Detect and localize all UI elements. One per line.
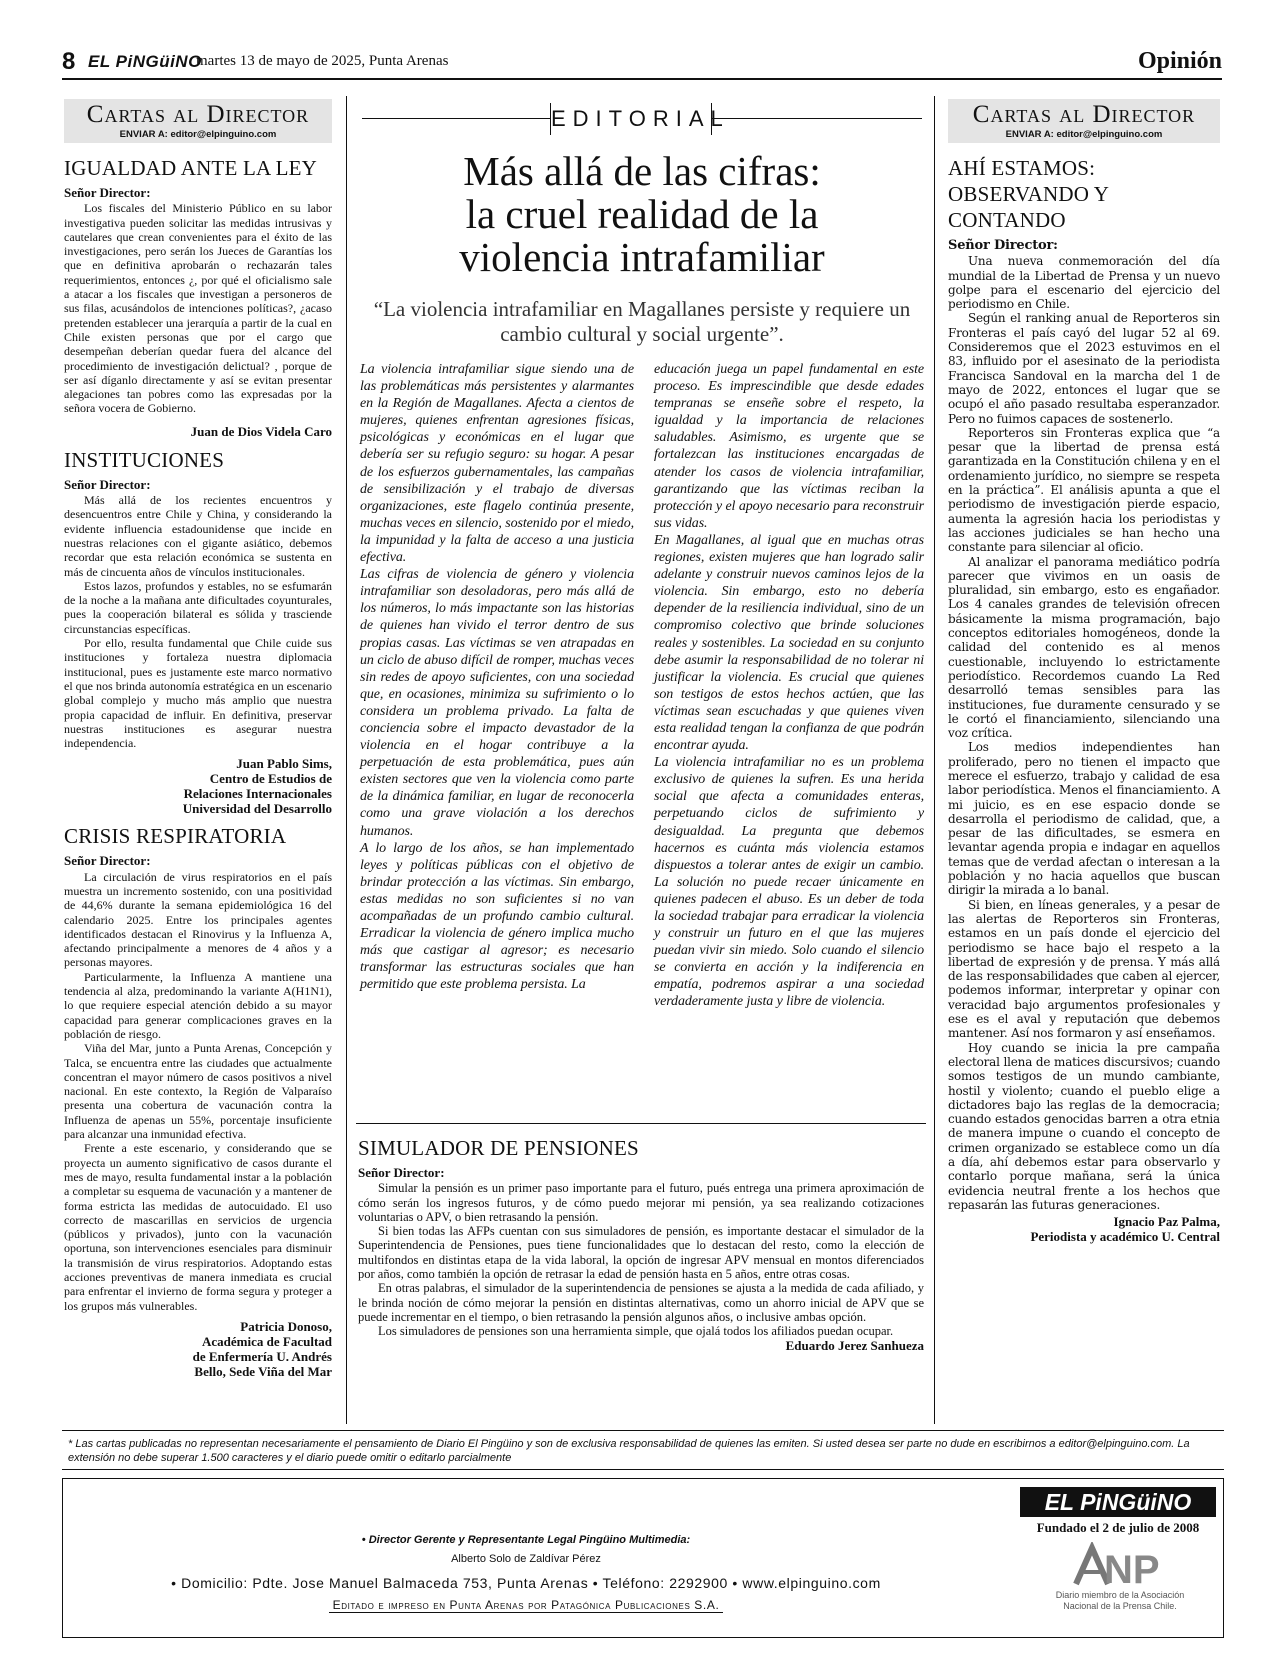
letter-paragraph: Más allá de los recientes encuentros y desencuentros entre Chile y China, y considerando la evidente influencia estadounidense que incide en nuestras relaciones con el gigante asiático, debemos recordar que esta relación económica se sustenta en más de cincuenta años de vínculos institucionales. — [64, 493, 332, 579]
header-logo: EL PiNGüiNO — [88, 52, 202, 71]
column-divider — [346, 96, 347, 1424]
anp-logo-icon — [1070, 1542, 1170, 1588]
signature-line: Patricia Donoso, — [240, 1318, 332, 1334]
anp-member-text: Diario miembro de la Asociación Nacional de la Prensa Chile. — [1055, 1590, 1185, 1611]
header-date: martes 13 de mayo de 2025, Punta Arenas — [196, 53, 449, 69]
letter-paragraph: Simular la pensión es un primer paso importante para el futuro, pués entrega una primera aproximación de cómo serán los ingresos futuros, y de cómo puedo mejorar mi pensión, ya sea realizando cotizaciones voluntarias o APV, o bien retrasando la pensión. — [358, 1181, 924, 1224]
section-divider — [356, 1123, 926, 1124]
signature-line: Universidad del Desarrollo — [182, 801, 332, 817]
letters-box-header — [948, 99, 1220, 143]
letter-title-line: CONTANDO — [948, 208, 1066, 232]
letter-signature — [948, 1214, 1220, 1244]
letters-box-header — [64, 99, 332, 143]
editorial-paragraph: Las cifras de violencia de género y violencia intrafamiliar son desoladoras, pero más allá de los números, lo más impactante son las historias de quienes han vivido el terror dentro de sus propias casas. Las víctimas se ven atrapadas en un ciclo de abuso difícil de romper, muchas veces sin redes de apoyo suficientes, con una sociedad que, en ocasiones, minimiza su sufrimiento o lo considera un problema privado. La falta de conciencia sobre el impacto devastador de la violencia en el hogar contribuye a la perpetuación de esta problemática, pues aún existen sectores que ven la violencia como parte de la dinámica familiar, en lugar de reconocerla como una grave violación a los derechos humanos. — [360, 567, 634, 839]
editorial-title-line: violencia intrafamiliar — [459, 234, 825, 280]
letter-salutation: Señor Director: — [64, 476, 151, 492]
letter-signature — [64, 756, 332, 816]
column-divider — [934, 96, 935, 1424]
letters-box-email: ENVIAR A: editor@elpinguino.com — [119, 129, 277, 140]
letter-salutation: Señor Director: — [358, 1165, 445, 1180]
letters-left-column — [64, 99, 332, 1379]
signature-line: de Enfermería U. Andrés — [192, 1348, 332, 1364]
letter-paragraph: Los medios independientes han proliferado, pero no tienen el impacto que merece el esfuerzo, trabajo y calidad de esa labor periodística. Menos el financiamiento. A mi juicio, es en ese espacio donde se desarrolla el periodismo de calidad, que, a pesar de las dificultades, se esmera en levantar agenda propia e indagar en aquellos temas que de verdad afectan o interesan a la población y no hacia aquellos que buscan dirigir la mirada a lo banal. — [948, 740, 1220, 898]
letter-title: IGUALDAD ANTE LA LEY — [64, 156, 318, 180]
footer-logo: EL PiNGüiNO — [1020, 1487, 1216, 1517]
editorial-paragraph: En Magallanes, al igual que en muchas otras regiones, existen mujeres que han logrado salir adelante y construir nuevos caminos lejos de la violencia. Sin embargo, esto no debería depender de la resiliencia individual, sino de un compromiso colectivo que brinde soluciones reales y sostenibles. La sociedad en su conjunto debe asumir la responsabilidad de no tolerar ni justificar la violencia. Es crucial que quienes son testigos de estos hechos actúen, que las víctimas sean escuchadas y que quienes viven esta realidad tengan la confianza de que podrán encontrar ayuda. — [654, 532, 924, 754]
letter-paragraph: Si bien, en líneas generales, y a pesar de las alertas de Reporteros sin Fronteras, estamos en un país donde el ejercicio del periodismo se hace bajo el respeto a la libertad de expresión y de prensa. Y más allá de las responsabilidades que caben al ejercer, podemos informar, interpretar y opinar con veracidad bajo argumentos profesionales y ese es el aval y reputación que debemos mantener. Así nos formaron y así enseñamos. — [948, 897, 1220, 1041]
letter-title-line: OBSERVANDO Y — [948, 182, 1110, 206]
letter-salutation: Señor Director: — [948, 238, 1058, 253]
signature-line: Centro de Estudios de — [209, 771, 332, 787]
page-number: 8 — [62, 48, 76, 75]
editorial-paragraph: La violencia intrafamiliar no es un problema exclusivo de quienes la sufren. Es una herida social que afecta a comunidades enteras, perpetuando ciclos de sufrimiento y desigualdad. La pregunta que debemos hacernos es cuánta más violencia estamos dispuestos a tolerar antes de exigir un cambio. La solución no puede recaer únicamente en quienes padecen el abuso. Es un deber de toda la sociedad trabajar para erradicar la violencia y construir un futuro en el que las mujeres puedan vivir sin miedo. Solo cuando el silencio se convierta en acción y la indiferencia en empatía, podremos aspirar a una sociedad verdaderamente justa y libre de violencia. — [654, 755, 924, 1010]
letter-signature — [64, 1319, 332, 1379]
letter-paragraph: Una nueva conmemoración del día mundial de la Libertad de Prensa y un nuevo golpe para el escenario del ejercicio del periodismo en Chile. — [948, 254, 1220, 312]
letter-paragraph: Los fiscales del Ministerio Público en su labor investigativa pueden solicitar las medidas intrusivas y cautelares que crean convenientes para el éxito de las investigaciones, pero serán los Jueces de Garantías los que en definitiva aprobarán o rechazarán tales requerimientos, entonces ¿, por qué el oficialismo sale a atacar a los fiscales que investigan a personeros de sus filas, acusándolos de intenciones políticas?, ¿acaso pretenden establecer una jerarquía a partir de la cual en Chile existen personas que por el cargo que desempeñan deberían quedar fuera del alcance del procedimiento de investigación delictual? , porque de ser así díganlo directamente y así se evitan presentar alegaciones tan pobres como las expresadas por la señora vocera de Gobierno. — [64, 201, 332, 416]
anp-logo-text: NP — [1104, 1548, 1160, 1588]
signature-line: Juan Pablo Sims, — [236, 756, 332, 772]
disclaimer-note: * Las cartas publicadas no representan necesariamente el pensamiento de Diario El Pingüino y son de exclusiva responsabilidad de quienes las emiten. Si usted desea ser parte no dude en escribirnos a editor@elpinguino.com. La extensión no debe superar 1.500 caracteres y el diario puede omitir o editarlo parcialmente — [62, 1434, 1224, 1470]
letter-salutation: Señor Director: — [64, 185, 151, 200]
footer-address[interactable]: • Domicilio: Pdte. Jose Manuel Balmaceda 753, Punta Arenas • Teléfono: 2292900 • www.elpinguino.com — [171, 1575, 881, 1591]
editorial-column-1 — [360, 361, 634, 993]
footer-director-name: Alberto Solo de Zaldívar Pérez — [451, 1553, 601, 1565]
editorial-paragraph: educación juega un papel fundamental en este proceso. Es imprescindible que desde edades tempranas se enseñe sobre el respeto, la igualdad y la importancia de relaciones saludables. Asimismo, es urgente que se fortalezcan las instituciones encargadas de atender los casos de violencia intrafamiliar, garantizando que las víctimas reciban la protección y el apoyo necesario para reconstruir sus vidas. — [654, 362, 924, 531]
letter-paragraph: Si bien todas las AFPs cuentan con sus simuladores de pensión, es importante destacar el simulador de la Superintendencia de Pensiones, pues tiene funcionalidades que lo destacan del resto, como la elección de multifondos en distintas etapa de la vida laboral, la opción de ingresar APV mensual en montos diferenciados por años, como también la opción de retrasar la edad de pensión hasta en 5 años, entre otras cosas. — [358, 1224, 924, 1282]
letter-salutation: Señor Director: — [64, 853, 151, 869]
letter-paragraph: Los simuladores de pensiones son una herramienta simple, que ojalá todos los afiliados puedan ocupar. — [378, 1324, 894, 1339]
letter-title — [948, 155, 1220, 233]
editorial-subtitle: “La violencia intrafamiliar en Magallanes persiste y requiere un cambio cultural y social urgente”. — [373, 297, 911, 346]
letter-paragraph: Estos lazos, profundos y estables, no se esfumarán de la noche a la mañana ante dificultades coyunturales, pues la cooperación bilateral es sólida y trasciende circunstancias específicas. — [64, 578, 332, 636]
editorial-column-2 — [654, 361, 924, 1011]
letter-title: CRISIS RESPIRATORIA — [64, 824, 287, 849]
letter-paragraph: Viña del Mar, junto a Punta Arenas, Concepción y Talca, se encuentra entre las ciudades que actualmente concentran el mayor número de casos positivos a nivel nacional. En este contexto, la Región de Valparaíso presenta una cobertura de vacunación contra la Influenza de apenas un 55%, porcentaje insuficiente para alcanzar una inmunidad efectiva. — [64, 1041, 332, 1142]
letter-signature: Eduardo Jerez Sanhueza — [785, 1337, 924, 1353]
divider — [62, 1430, 1224, 1431]
signature-line: Juan de Dios Videla Caro — [190, 423, 332, 439]
editorial-paragraph: La violencia intrafamiliar sigue siendo una de las problemáticas más persistentes y alarmantes en la Región de Magallanes. Afecta a cientos de mujeres, quienes enfrentan agresiones físicas, psicológicas y económicas en el lugar que debería ser su refugio seguro: su hogar. A pesar de los esfuerzos gubernamentales, las campañas de sensibilización y el trabajo de diversas organizaciones, este flagelo continúa presente, muchas veces en silencio, sostenido por el miedo, la impunidad y la falta de acceso a una justicia efectiva. — [360, 362, 634, 566]
letter-crisis-respiratoria — [64, 824, 332, 1379]
signature-line: Relaciones Internacionales — [183, 786, 332, 802]
signature-line: Periodista y académico U. Central — [1030, 1229, 1220, 1245]
letter-paragraph: Hoy cuando se inicia la pre campaña electoral llena de matices discursivos; cuando somos testigos de un mundo cambiante, hostil y violento; cuando el pueblo elige a dictadores bajo las reglas de la democracia; cuando estados genocidas barren a otra etnia de manera impune o cuando el concepto de crimen organizado se establece como un día a día, ahí debemos estar para observarlo y contarlo porque mañana, será la única evidencia neutral frente a los hechos que repasarán las futuras generaciones. — [948, 1040, 1220, 1212]
letter-signature — [64, 424, 332, 439]
anp-logo — [1070, 1542, 1170, 1593]
page-header — [62, 48, 1222, 80]
letter-pensiones — [358, 1136, 924, 1353]
letter-instituciones — [64, 448, 332, 817]
letter-paragraph: Según el ranking anual de Reporteros sin Fronteras el país cayó del lugar 52 al 69. Consideremos que el 2023 estuvimos en el 83, influido por el asesinato de la periodista Francisca Sandoval en la marcha del 1 de mayo de 2022, entonces el lugar que se ocupó el año pasado resultaba esperanzador. Pero no fuimos capaces de sostenerlo. — [948, 311, 1220, 426]
editorial-paragraph: A lo largo de los años, se han implementado leyes y políticas públicas con el objetivo de brindar protección a las víctimas. Sin embargo, estas medidas no son suficientes si no van acompañadas de un profundo cambio cultural. Erradicar la violencia de género implica mucho más que castigar al agresor; es necesario transformar las estructuras sociales que han permitido que este problema persista. La — [360, 840, 634, 993]
letter-title-line: AHÍ ESTAMOS: — [948, 156, 1096, 180]
letter-title: INSTITUCIONES — [64, 447, 225, 472]
letter-paragraph: Reporteros sin Fronteras explica que “a pesar que la libertad de prensa está garantizada en la Constitución chilena y en el ordenamiento jurídico, no siempre se respeta en la práctica”. El análisis apunta a que el periodismo de investigación pierde espacio, aumenta la agresión hacia los periodistas y las acciones judiciales se han hecho una constante para silenciar al oficio. — [948, 425, 1220, 555]
letter-paragraph: La circulación de virus respiratorios en el país muestra un incremento sostenido, con una positividad de 44,6% durante la semana epidemiológica 16 del calendario 2025. Entre los principales agentes identificados destacan el Rinovirus y la Influenza A, afectando principalmente a menores de 4 años y a personas mayores. — [64, 869, 332, 970]
letter-title: SIMULADOR DE PENSIONES — [358, 1136, 639, 1160]
footer-printed-wrap — [62, 1596, 990, 1614]
footer-printed: Editado e impreso en Punta Arenas por Patagónica Publicaciones S.A. — [329, 1598, 724, 1613]
letter-paragraph: Frente a este escenario, y considerando que se proyecta un aumento significativo de casos durante el mes de mayo, resulta fundamental instar a la población a completar su esquema de vacunación y a mantener de forma estricta las medidas de autocuidado. El uso correcto de mascarillas en servicios de urgencia (públicos y privados), junto con la vacunación oportuna, son intervenciones esenciales para disminuir la transmisión de virus respiratorios. Adoptando estas acciones preventivas de manera inmediata es crucial para enfrentar el invierno de forma segura y proteger a los grupos más vulnerables. — [64, 1141, 332, 1313]
editorial-title-line: la cruel realidad de la — [465, 191, 819, 237]
footer-founded: Fundado el 2 de julio de 2008 — [1036, 1520, 1200, 1535]
section-name: Opinión — [1137, 48, 1222, 74]
letter-paragraph: Por ello, resulta fundamental que Chile cuide sus instituciones y fortaleza nuestra diplomacia institucional, pues es justamente este marco normativo el que nos brinda autonomía estratégica en un escenario global complejo y mucho más amplio que nuestra propia capacidad de influir. En definitiva, preservar nuestras instituciones es asegurar nuestra independencia. — [64, 636, 332, 751]
letter-paragraph: Al analizar el panorama mediático podría parecer que vivimos en un oasis de pluralidad, sin embargo, esto es engañador. Los 4 canales grandes de televisión ofrecen básicamente la misma programación, bajo conceptos editoriales homogéneos, donde la calidad del contenido es al menos cuestionable, incluyendo lo estrictamente periodístico. Recordemos cuando La Red desarrolló temas sensibles para las instituciones, fue duramente censurado y se le cortó el financiamiento, silenciando una voz crítica. — [948, 554, 1220, 741]
editorial-title-line: Más allá de las cifras: — [463, 148, 821, 194]
signature-line: Bello, Sede Viña del Mar — [194, 1363, 332, 1379]
letters-box-email: ENVIAR A: editor@elpinguino.com — [1005, 129, 1163, 140]
letters-box-title: Cartas al Director — [86, 101, 310, 128]
letters-box-title: Cartas al Director — [972, 101, 1196, 128]
signature-line: Ignacio Paz Palma, — [1113, 1214, 1220, 1230]
letter-igualdad — [64, 156, 332, 439]
editorial-title — [352, 150, 932, 279]
letters-right-column — [948, 99, 1220, 1244]
letter-paragraph: En otras palabras, el simulador de la superintendencia de pensiones se ajusta a la medida de cada afiliado, y le brinda noción de cómo mejorar la pensión en distintas alternativas, como un ahorro inicial de APV que se puede incrementar en el tiempo, o bien retrasando la pensión algunos años, o inclusive ambas opción. — [358, 1281, 924, 1324]
signature-line: Académica de Facultad — [202, 1333, 332, 1349]
editorial-label: EDITORIAL — [550, 103, 712, 135]
footer-director-label: • Director Gerente y Representante Legal Pingüino Multimedia: — [361, 1534, 691, 1546]
letter-paragraph: Particularmente, la Influenza A mantiene una tendencia al alza, predominando la variante A(H1N1), lo que requiere especial atención debido a su mayor capacidad para generar complicaciones graves en la población de riesgo. — [64, 969, 332, 1041]
